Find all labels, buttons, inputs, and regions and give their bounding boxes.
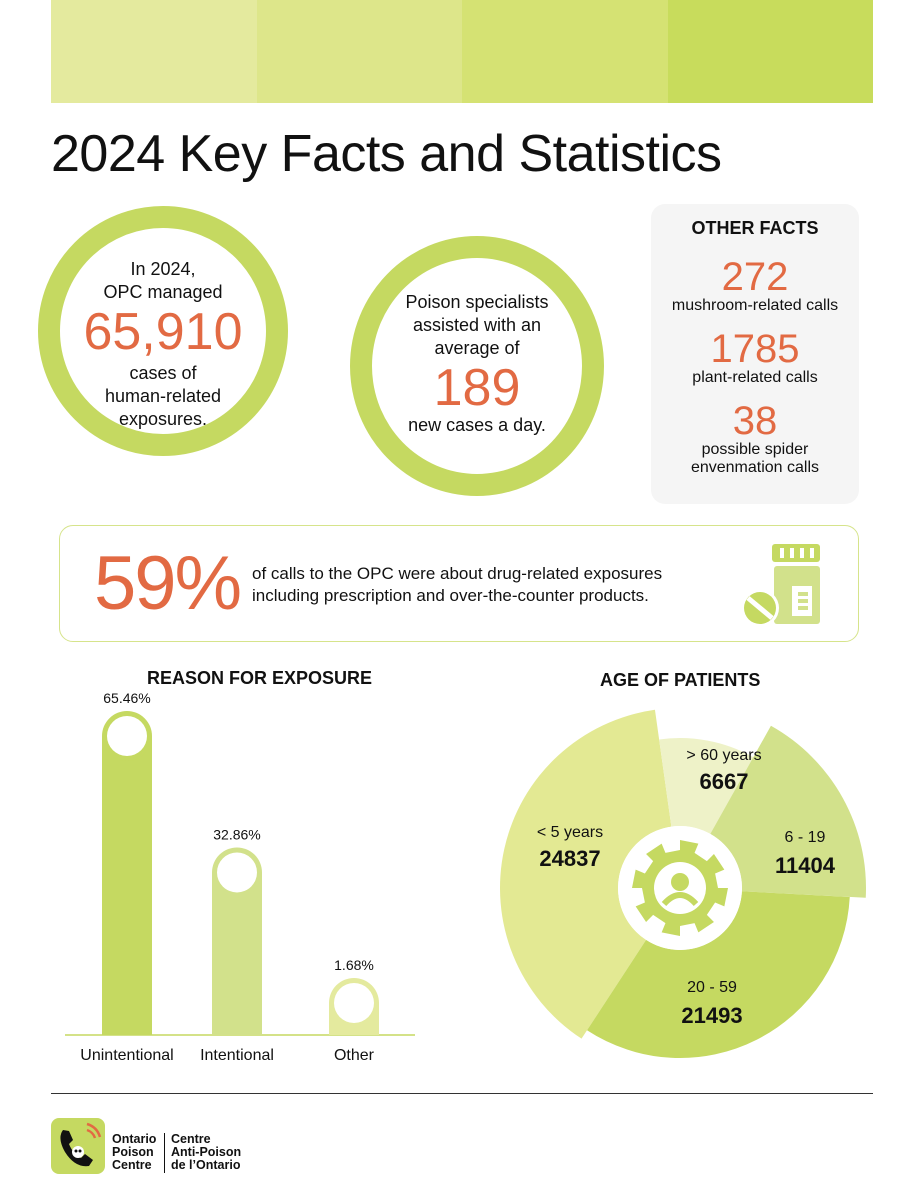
pie-value-label: 6667 [699,769,749,794]
daily-cases-ring [350,236,604,496]
bar-value-label: 65.46% [103,690,151,706]
top-banner [51,0,873,103]
banner-block-3 [462,0,668,103]
reason-chart-title: REASON FOR EXPOSURE [147,668,373,688]
pie-value-label: 21493 [681,1003,743,1028]
drug-description [252,563,722,607]
logo-english [112,1133,156,1172]
cases-line-5: exposures. [118,409,208,429]
daily-number: 189 [433,359,521,417]
logo-en-line-3: Centre [112,1158,152,1172]
drug-percent: 59% [94,541,241,626]
banner-block-2 [257,0,463,103]
banner-block-4 [668,0,874,103]
logo-separator [164,1133,165,1173]
cases-line-2: OPC managed [103,282,223,302]
cases-ring-content [60,258,266,431]
pie-value-label: 24837 [539,846,601,871]
logo-fr-line-2: Anti-Poison [171,1145,242,1159]
drug-line-2: including prescription and over-the-counter products. [252,586,649,605]
fact-label: plant-related calls [692,369,818,386]
logo-fr-line-1: Centre [171,1132,211,1146]
fact-number: 1785 [710,327,800,371]
fact-item [651,401,859,477]
banner-block-1 [51,0,257,103]
daily-cases-ring-content [372,291,582,437]
pie-category-label: 20 - 59 [687,979,737,996]
cases-line-4: human-related [104,386,222,406]
bar-category-label: Unintentional [80,1047,174,1064]
phone-skull-icon [51,1118,105,1174]
logo-fr-line-3: de l’Ontario [171,1158,241,1172]
fact-number: 272 [721,255,789,299]
pie-category-label: > 60 years [686,747,762,764]
reason-bar-chart [60,690,430,1075]
cases-ring [38,206,288,456]
pill-bottle-icon [740,542,830,628]
daily-line-2: assisted with an [412,315,542,335]
footer-divider [51,1093,873,1094]
gear-user-icon [632,840,728,936]
fact-label: possible spider envenmation calls [690,441,820,476]
daily-line-4: new cases a day. [408,415,546,435]
bar-value-label: 1.68% [334,956,374,973]
bar [102,736,152,1035]
fact-item [651,329,859,387]
cases-line-3: cases of [129,363,197,383]
fact-number: 38 [732,399,778,443]
other-facts-heading: OTHER FACTS [691,218,819,238]
fact-item [651,257,859,315]
bar-category-label: Intentional [200,1047,274,1064]
bar-category-label: Other [333,1047,375,1064]
other-facts-panel [651,204,859,504]
drug-line-1: of calls to the OPC were about drug-related exposures [252,564,663,583]
fact-label: mushroom-related calls [671,297,839,314]
logo-en-line-2: Poison [112,1145,154,1159]
daily-line-3: average of [434,338,520,358]
daily-line-1: Poison specialists [405,292,549,312]
pie-value-label: 11404 [775,853,835,878]
logo-en-line-1: Ontario [112,1132,157,1146]
cases-number: 65,910 [83,303,243,361]
drug-exposure-callout [59,525,859,642]
bar-cap-inner [334,983,374,1023]
cases-line-1: In 2024, [130,259,196,279]
age-chart-title: AGE OF PATIENTS [600,670,761,690]
bar-cap-inner [217,852,257,892]
pie-category-label: 6 - 19 [784,829,826,846]
logo-french [171,1133,241,1172]
bar-cap-inner [107,716,147,756]
pie-category-label: < 5 years [536,824,604,841]
age-pie-chart [500,690,880,1080]
bar-value-label: 32.86% [213,826,261,843]
page-title: 2024 Key Facts and Statistics [51,125,722,183]
